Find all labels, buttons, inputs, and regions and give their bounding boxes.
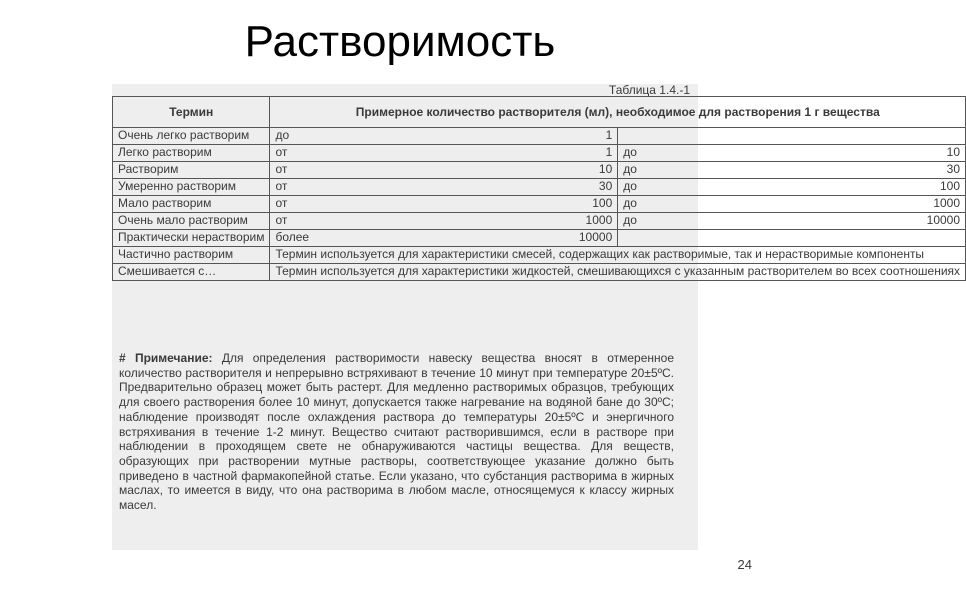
range-to-cell (618, 145, 966, 162)
term-cell: Практически нерастворим (113, 230, 270, 247)
table-header-row (113, 97, 966, 128)
range-to-cell (618, 213, 966, 230)
range-to-cell (618, 179, 966, 196)
range-value: 10 (946, 145, 961, 159)
range-value: 30 (946, 162, 961, 176)
term-cell: Растворим (113, 162, 270, 179)
term-cell: Легко растворим (113, 145, 270, 162)
range-prefix: до (623, 162, 637, 176)
range-prefix: до (275, 128, 290, 142)
range-prefix: до (623, 179, 637, 193)
note-paragraph (119, 351, 674, 513)
range-value: 1000 (933, 196, 961, 210)
range-to-cell (618, 230, 966, 247)
range-value: 1 (605, 128, 613, 142)
range-value: 100 (940, 179, 961, 193)
range-value: 30 (598, 179, 613, 193)
range-value: 10000 (926, 213, 961, 227)
range-prefix: до (623, 213, 637, 227)
table-row (113, 145, 966, 162)
range-value: 10000 (578, 230, 613, 244)
range-to-cell (618, 196, 966, 213)
range-from-cell (270, 145, 618, 162)
term-cell: Очень мало растворим (113, 213, 270, 230)
range-from-cell (270, 213, 618, 230)
term-cell: Мало растворим (113, 196, 270, 213)
term-cell: Смешивается с… (113, 264, 270, 281)
slide-title: Растворимость (244, 17, 556, 66)
table-caption: Таблица 1.4.-1 (608, 83, 690, 97)
term-cell: Очень легко растворим (113, 128, 270, 145)
table-row (113, 128, 966, 145)
range-value: 1 (605, 145, 613, 159)
range-prefix: от (275, 213, 288, 227)
description-cell: Термин используется для характеристики смесей, содержащих как растворимые, так и нерастворимые компоненты (270, 247, 966, 264)
range-prefix: от (275, 162, 288, 176)
range-value: 10 (598, 162, 613, 176)
scanned-table-image (112, 83, 961, 550)
table-row (113, 230, 966, 247)
range-from-cell (270, 128, 618, 145)
range-from-cell (270, 230, 618, 247)
range-value: 1000 (585, 213, 613, 227)
header-term: Термин (113, 97, 270, 128)
range-prefix: до (623, 145, 637, 159)
term-cell: Частично растворим (113, 247, 270, 264)
range-prefix: от (275, 196, 288, 210)
table-row (113, 213, 966, 230)
range-prefix: от (275, 179, 288, 193)
range-from-cell (270, 179, 618, 196)
table-row (113, 196, 966, 213)
range-from-cell (270, 196, 618, 213)
term-cell: Умеренно растворим (113, 179, 270, 196)
range-prefix: более (275, 230, 310, 244)
header-amount: Примерное количество растворителя (мл), необходимое для растворения 1 г вещества (270, 97, 966, 128)
range-prefix: от (275, 145, 288, 159)
page-number: 24 (737, 557, 752, 572)
range-prefix: до (623, 196, 637, 210)
note-label: # Примечание: (119, 351, 213, 365)
range-to-cell (618, 128, 966, 145)
table-row (113, 264, 966, 281)
range-from-cell (270, 162, 618, 179)
note-text: Для определения растворимости навеску вещества вносят в отмеренное количество растворителя и непрерывно встряхивают в течение 10 минут при температуре 20±5ºC. Предварительно образец может быть растерт. Для медленно растворимых образцов, требующих для своего растворения более 10 минут, допускается также нагревание на водяной бане до 30ºC; наблюдение производят после охлаждения раствора до температуры 20±5ºC и энергичного встряхивания в течение 1-2 минут. Вещество считают растворившимся, если в растворе при наблюдении в проходящем свете не обнаруживаются частицы вещества. Для веществ, образующих при растворении мутные растворы, соответствующее указание должно быть приведено в частной фармакопейной статье. Если указано, что субстанция растворима в жирных маслах, то имеется в виду, что она растворима в любом масле, относящемуся к классу жирных масел. (119, 351, 675, 513)
description-cell: Термин используется для характеристики жидкостей, смешивающихся с указанным растворителем во всех соотношениях (270, 264, 966, 281)
table-row (113, 179, 966, 196)
table-row (113, 247, 966, 264)
range-to-cell (618, 162, 966, 179)
solubility-table (112, 96, 966, 281)
table-row (113, 162, 966, 179)
range-value: 100 (592, 196, 613, 210)
